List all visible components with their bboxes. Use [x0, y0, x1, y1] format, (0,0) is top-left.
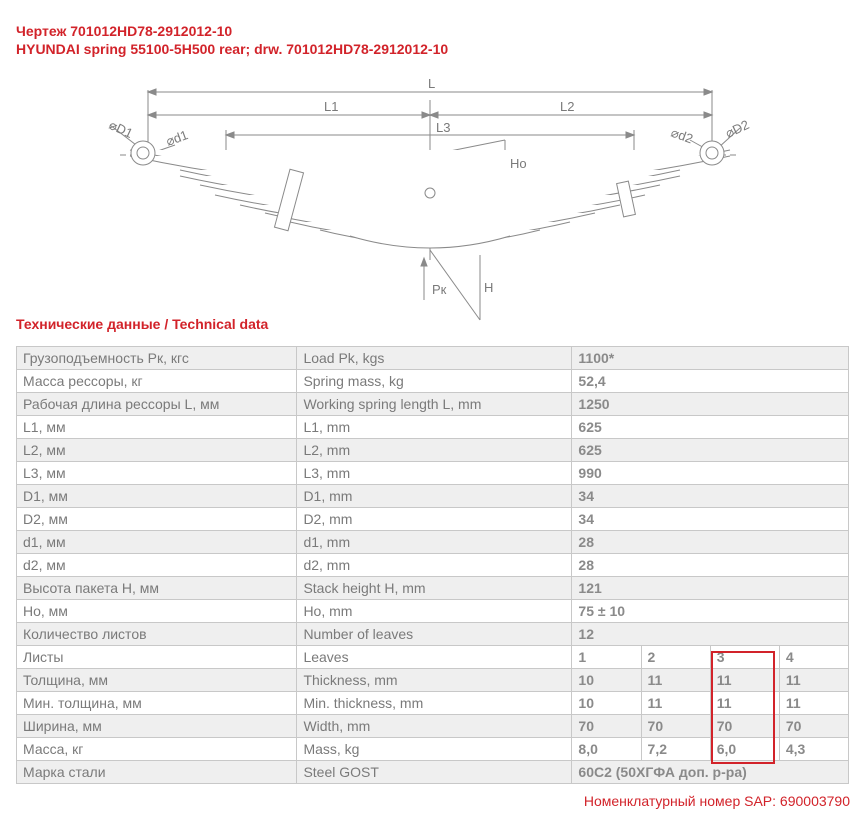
leaf-value: 11: [710, 692, 779, 715]
table-row: [17, 531, 849, 554]
param-value: 12: [572, 623, 849, 646]
document-title: [16, 22, 448, 58]
table-row: [17, 600, 849, 623]
sap-value: 690003790: [779, 793, 850, 809]
param-value: 34: [572, 485, 849, 508]
param-name-en: Load Pk, kgs: [297, 347, 572, 370]
param-name-ru: Масса, кг: [17, 738, 297, 761]
table-row: [17, 623, 849, 646]
leaf-value: 11: [641, 692, 710, 715]
table-row: [17, 393, 849, 416]
param-name-en: Leaves: [297, 646, 572, 669]
param-name-ru: D1, мм: [17, 485, 297, 508]
table-row: [17, 416, 849, 439]
leaf-value: 11: [779, 669, 848, 692]
param-name-ru: L3, мм: [17, 462, 297, 485]
param-name-ru: Ширина, мм: [17, 715, 297, 738]
dim-d2: ⌀d2: [668, 124, 696, 147]
param-name-ru: L2, мм: [17, 439, 297, 462]
param-name-en: L3, mm: [297, 462, 572, 485]
table-row: [17, 577, 849, 600]
param-value: 75 ± 10: [572, 600, 849, 623]
dim-L3: L3: [436, 120, 451, 135]
leaf-3-highlight: [711, 651, 775, 764]
param-value: 121: [572, 577, 849, 600]
param-name-en: Min. thickness, mm: [297, 692, 572, 715]
leaf-value: 11: [710, 669, 779, 692]
dim-D2: ⌀D2: [722, 116, 752, 141]
leaf-value: 70: [779, 715, 848, 738]
table-row: [17, 370, 849, 393]
leaf-value: 70: [572, 715, 641, 738]
leaf-value: 6,0: [710, 738, 779, 761]
param-name-ru: L1, мм: [17, 416, 297, 439]
leaf-value: 11: [779, 692, 848, 715]
sap-number: [584, 793, 850, 809]
param-name-ru: D2, мм: [17, 508, 297, 531]
param-name-ru: Марка стали: [17, 761, 297, 784]
leaf-value: 8,0: [572, 738, 641, 761]
param-value: 990: [572, 462, 849, 485]
dim-H: H: [484, 280, 494, 295]
param-name-en: Number of leaves: [297, 623, 572, 646]
param-name-en: d2, mm: [297, 554, 572, 577]
param-value: 1100*: [572, 347, 849, 370]
title-en: HYUNDAI spring 55100-5H500 rear; drw. 701012HD78-2912012-10: [16, 41, 449, 57]
param-name-en: Working spring length L, mm: [297, 393, 572, 416]
table-row: [17, 439, 849, 462]
leaf-value: 3: [710, 646, 779, 669]
leaf-value: 70: [710, 715, 779, 738]
param-name-ru: Ho, мм: [17, 600, 297, 623]
param-value: 28: [572, 531, 849, 554]
param-name-ru: d2, мм: [17, 554, 297, 577]
table-row: [17, 462, 849, 485]
leaf-value: 2: [641, 646, 710, 669]
param-name-ru: Количество листов: [17, 623, 297, 646]
param-name-en: Steel GOST: [297, 761, 572, 784]
table-row: [17, 508, 849, 531]
param-name-en: L1, mm: [297, 416, 572, 439]
param-value: 1250: [572, 393, 849, 416]
param-name-ru: Грузоподъемность Pк, кгс: [17, 347, 297, 370]
param-value: 625: [572, 416, 849, 439]
param-name-en: d1, mm: [297, 531, 572, 554]
dim-D1: ⌀D1: [106, 117, 136, 142]
leaf-spring-drawing: [0, 70, 868, 330]
param-name-en: Width, mm: [297, 715, 572, 738]
param-name-en: D1, mm: [297, 485, 572, 508]
param-name-en: Mass, kg: [297, 738, 572, 761]
param-name-en: L2, mm: [297, 439, 572, 462]
param-name-en: Stack height H, mm: [297, 577, 572, 600]
dim-Ho: Ho: [510, 156, 527, 171]
leaf-value: 70: [641, 715, 710, 738]
leaf-value: 4: [779, 646, 848, 669]
param-name-ru: Рабочая длина рессоры L, мм: [17, 393, 297, 416]
dim-L1: L1: [324, 99, 339, 114]
param-name-ru: Высота пакета H, мм: [17, 577, 297, 600]
title-ru: Чертеж 701012HD78-2912012-10: [16, 23, 233, 39]
param-value: 28: [572, 554, 849, 577]
leaf-value: 10: [572, 669, 641, 692]
param-value: 60С2 (50ХГФА доп. р-ра): [572, 761, 849, 784]
leaf-value: 1: [572, 646, 641, 669]
table-row: [17, 485, 849, 508]
dim-L2: L2: [560, 99, 575, 114]
param-name-en: Spring mass, kg: [297, 370, 572, 393]
table-row: [17, 554, 849, 577]
param-name-en: Thickness, mm: [297, 669, 572, 692]
param-name-en: Ho, mm: [297, 600, 572, 623]
table-row: [17, 347, 849, 370]
param-name-ru: Мин. толщина, мм: [17, 692, 297, 715]
leaf-value: 11: [641, 669, 710, 692]
load-Pk: Pк: [432, 282, 447, 297]
param-name-ru: Масса рессоры, кг: [17, 370, 297, 393]
param-name-ru: d1, мм: [17, 531, 297, 554]
param-name-en: D2, mm: [297, 508, 572, 531]
dim-d1: ⌀d1: [163, 127, 190, 149]
sap-label: Номенклатурный номер SAP:: [583, 793, 777, 809]
leaf-value: 4,3: [779, 738, 848, 761]
leaf-value: 10: [572, 692, 641, 715]
param-value: 625: [572, 439, 849, 462]
section-title: Технические данные / Technical data: [16, 316, 269, 332]
param-value: 34: [572, 508, 849, 531]
leaf-value: 7,2: [641, 738, 710, 761]
dim-L: L: [428, 76, 436, 91]
param-value: 52,4: [572, 370, 849, 393]
param-name-ru: Толщина, мм: [17, 669, 297, 692]
param-name-ru: Листы: [17, 646, 297, 669]
